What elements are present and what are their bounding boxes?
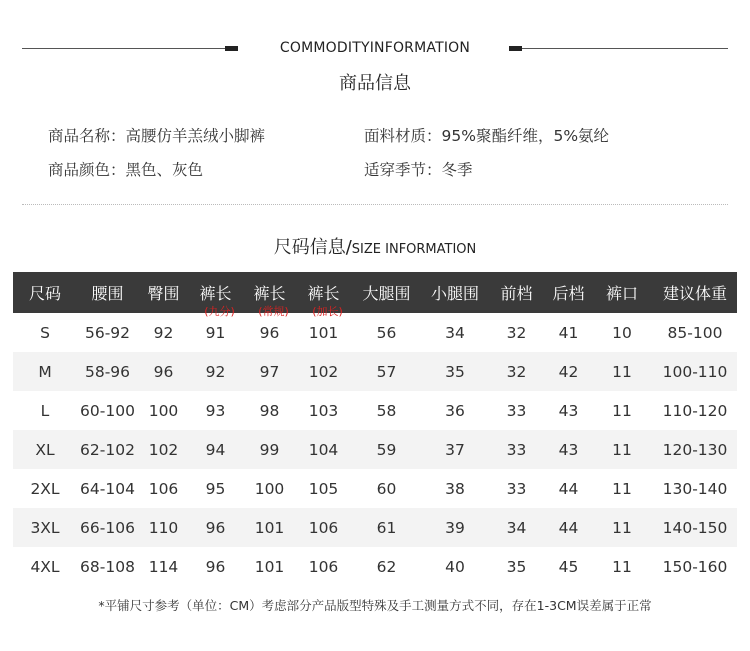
table-cell: 85-100 bbox=[667, 323, 723, 342]
table-cell: 11 bbox=[612, 362, 632, 381]
size-title-cn: 尺码信息/ bbox=[273, 237, 352, 258]
length-subnote-long: (加长) bbox=[312, 305, 343, 318]
table-cell: 99 bbox=[259, 440, 280, 459]
table-cell: 11 bbox=[612, 557, 632, 576]
product-color-label: 商品颜色： bbox=[48, 161, 126, 179]
table-cell: 44 bbox=[558, 518, 579, 537]
table-cell: 56-92 bbox=[84, 323, 131, 342]
table-cell: 106 bbox=[308, 557, 339, 576]
footnote: *平铺尺寸参考（单位：CM）考虑部分产品版型特殊及手工测量方式不同，存在1-3CM误差属于正常 bbox=[98, 598, 652, 613]
table-cell: 11 bbox=[612, 518, 632, 537]
header-cell-weight: 建议体重 bbox=[662, 284, 727, 303]
table-row bbox=[13, 352, 737, 391]
header-cell-calf: 小腿围 bbox=[430, 284, 479, 303]
table-row bbox=[13, 313, 737, 352]
table-row bbox=[13, 469, 737, 508]
table-cell: 42 bbox=[558, 362, 579, 381]
table-cell: 10 bbox=[612, 323, 632, 342]
table-row bbox=[13, 391, 737, 430]
header-cell-front-rise: 前档 bbox=[500, 284, 533, 303]
product-color bbox=[48, 158, 203, 180]
product-material-label: 面料材质： bbox=[364, 127, 442, 145]
table-cell: 106 bbox=[148, 479, 179, 498]
table-cell: 43 bbox=[558, 401, 579, 420]
table-cell: 97 bbox=[259, 362, 280, 381]
product-material bbox=[364, 124, 609, 146]
header-title-en: COMMODITYINFORMATION bbox=[279, 40, 471, 56]
table-cell: 150-160 bbox=[662, 557, 728, 576]
table-cell: 110-120 bbox=[662, 401, 728, 420]
table-cell: 2XL bbox=[30, 479, 60, 498]
table-cell: 58 bbox=[376, 401, 397, 420]
header-title-cn: 商品信息 bbox=[339, 73, 411, 94]
table-cell: 93 bbox=[205, 401, 226, 420]
header-cell-thigh: 大腿围 bbox=[362, 284, 411, 303]
table-cell: 60-100 bbox=[80, 401, 135, 420]
table-cell: 11 bbox=[612, 440, 632, 459]
table-cell: 38 bbox=[445, 479, 465, 498]
table-cell: 96 bbox=[205, 518, 226, 537]
header-cell-length-long: 裤长 bbox=[307, 284, 340, 303]
table-cell: 11 bbox=[612, 479, 632, 498]
table-cell: 100 bbox=[148, 401, 179, 420]
table-cell: 114 bbox=[148, 557, 179, 576]
product-name-label: 商品名称： bbox=[48, 127, 126, 145]
table-cell: 103 bbox=[308, 401, 339, 420]
table-cell: 120-130 bbox=[662, 440, 728, 459]
table-cell: 34 bbox=[506, 518, 527, 537]
table-cell: 66-106 bbox=[80, 518, 135, 537]
table-cell: 44 bbox=[558, 479, 579, 498]
table-cell: 11 bbox=[612, 401, 632, 420]
table-cell: 4XL bbox=[30, 557, 60, 576]
table-cell: 35 bbox=[445, 362, 465, 381]
table-cell: 140-150 bbox=[662, 518, 728, 537]
header-cell-back-rise: 后档 bbox=[552, 284, 585, 303]
table-cell: 98 bbox=[259, 401, 280, 420]
product-season-value: 冬季 bbox=[441, 161, 473, 179]
product-name bbox=[48, 124, 265, 146]
table-cell: 92 bbox=[205, 362, 226, 381]
table-cell: 60 bbox=[376, 479, 397, 498]
table-cell: 130-140 bbox=[662, 479, 728, 498]
table-cell: 62-102 bbox=[80, 440, 135, 459]
header-cell-size: 尺码 bbox=[28, 284, 61, 303]
header-cell-length-ninth: 裤长 bbox=[199, 284, 232, 303]
size-title-en: SIZE INFORMATION bbox=[351, 242, 477, 257]
section-divider bbox=[22, 204, 728, 205]
table-cell: M bbox=[38, 362, 52, 381]
product-material-value: 95%聚酯纤维，5%氨纶 bbox=[441, 127, 610, 145]
table-row bbox=[13, 547, 737, 586]
size-table-body bbox=[13, 313, 737, 586]
product-name-value: 高腰仿羊羔绒小脚裤 bbox=[125, 127, 266, 145]
table-cell: 61 bbox=[376, 518, 397, 537]
table-cell: 101 bbox=[254, 557, 285, 576]
table-cell: 40 bbox=[445, 557, 465, 576]
table-cell: 91 bbox=[205, 323, 226, 342]
size-table-header bbox=[13, 272, 737, 313]
table-cell: 32 bbox=[506, 323, 527, 342]
size-section-title bbox=[0, 233, 750, 259]
table-cell: 104 bbox=[308, 440, 339, 459]
table-cell: 62 bbox=[376, 557, 397, 576]
table-cell: 105 bbox=[308, 479, 339, 498]
table-row bbox=[13, 508, 737, 547]
product-season-label: 适穿季节： bbox=[364, 161, 442, 179]
table-cell: 32 bbox=[506, 362, 527, 381]
length-subnote-regular: (常规) bbox=[258, 305, 289, 318]
table-cell: 64-104 bbox=[80, 479, 135, 498]
table-cell: 33 bbox=[506, 479, 527, 498]
header-cell-length-regular: 裤长 bbox=[253, 284, 286, 303]
table-cell: 36 bbox=[445, 401, 465, 420]
table-cell: 106 bbox=[308, 518, 339, 537]
table-cell: 101 bbox=[308, 323, 339, 342]
table-cell: XL bbox=[35, 440, 55, 459]
table-cell: 96 bbox=[205, 557, 226, 576]
table-cell: 101 bbox=[254, 518, 285, 537]
table-cell: 92 bbox=[153, 323, 174, 342]
table-cell: 68-108 bbox=[80, 557, 135, 576]
table-cell: 41 bbox=[558, 323, 579, 342]
table-cell: 96 bbox=[259, 323, 280, 342]
table-cell: 94 bbox=[205, 440, 226, 459]
table-cell: 96 bbox=[153, 362, 174, 381]
table-cell: 56 bbox=[376, 323, 397, 342]
table-cell: L bbox=[40, 401, 50, 420]
table-cell: 100 bbox=[254, 479, 285, 498]
table-cell: 34 bbox=[445, 323, 465, 342]
table-cell: 95 bbox=[205, 479, 226, 498]
table-cell: 3XL bbox=[30, 518, 60, 537]
product-color-value: 黑色、灰色 bbox=[125, 161, 204, 179]
table-cell: 100-110 bbox=[662, 362, 728, 381]
table-cell: 33 bbox=[506, 440, 527, 459]
header-cell-hip: 臀围 bbox=[147, 284, 180, 303]
table-cell: 43 bbox=[558, 440, 579, 459]
table-cell: 37 bbox=[445, 440, 465, 459]
table-cell: 57 bbox=[376, 362, 397, 381]
table-cell: 45 bbox=[558, 557, 579, 576]
table-cell: 59 bbox=[376, 440, 397, 459]
table-cell: 102 bbox=[148, 440, 179, 459]
table-cell: 58-96 bbox=[84, 362, 131, 381]
length-subnote-ninth: (九分) bbox=[204, 305, 235, 318]
table-cell: 35 bbox=[506, 557, 527, 576]
table-row bbox=[13, 430, 737, 469]
header-cell-leg-opening: 裤口 bbox=[605, 284, 638, 303]
header-cell-waist: 腰围 bbox=[91, 284, 124, 303]
table-cell: 110 bbox=[148, 518, 179, 537]
table-cell: 102 bbox=[308, 362, 339, 381]
table-cell: 33 bbox=[506, 401, 527, 420]
product-season bbox=[364, 158, 473, 180]
table-cell: 39 bbox=[445, 518, 465, 537]
size-table bbox=[13, 272, 737, 586]
table-cell: S bbox=[40, 323, 50, 342]
